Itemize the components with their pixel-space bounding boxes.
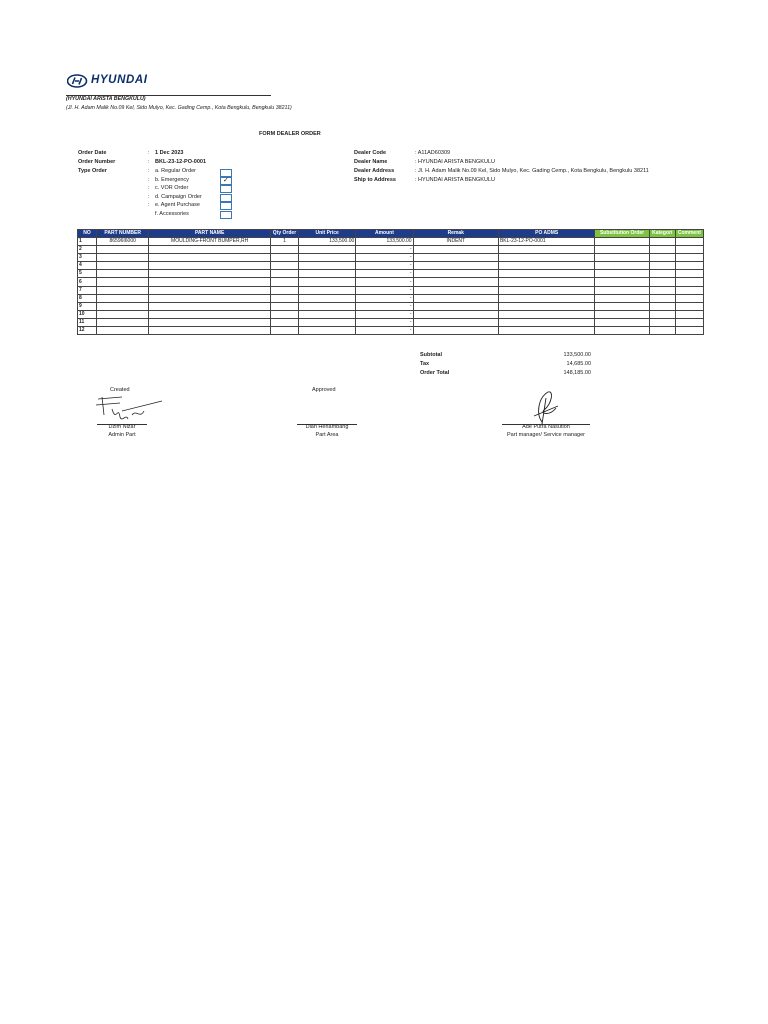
- table-cell: [675, 318, 703, 326]
- table-cell: [149, 262, 271, 270]
- table-cell: [149, 254, 271, 262]
- table-row: [78, 318, 704, 326]
- table-cell: [97, 262, 149, 270]
- table-cell: [149, 278, 271, 286]
- table-cell: -: [356, 318, 413, 326]
- check-mark-icon: ✓: [223, 177, 229, 184]
- table-cell: [498, 327, 594, 335]
- table-cell: -: [356, 270, 413, 278]
- column-header: Kategori: [649, 230, 675, 238]
- table-row: [78, 327, 704, 335]
- table-row: [78, 302, 704, 310]
- table-cell: [595, 310, 649, 318]
- table-cell: -: [356, 262, 413, 270]
- table-cell: [498, 278, 594, 286]
- table-cell: [649, 270, 675, 278]
- table-cell: [595, 254, 649, 262]
- order-type-checkbox[interactable]: [220, 202, 232, 210]
- table-cell: [149, 294, 271, 302]
- table-cell: [498, 262, 594, 270]
- table-cell: [649, 246, 675, 254]
- table-cell: [299, 254, 356, 262]
- table-cell: [498, 246, 594, 254]
- table-cell: [413, 270, 498, 278]
- table-cell: [413, 278, 498, 286]
- table-cell: 1: [78, 238, 97, 246]
- column-header: Comment: [675, 230, 703, 238]
- order-type-checkbox[interactable]: [220, 169, 232, 177]
- table-cell: -: [356, 246, 413, 254]
- type-order-label: Type Order: [78, 168, 107, 174]
- table-cell: [97, 302, 149, 310]
- subtotal-value: 133,500.00: [563, 352, 591, 358]
- table-row: [78, 246, 704, 254]
- table-cell: [675, 278, 703, 286]
- colon: :: [148, 177, 150, 183]
- table-row: [78, 262, 704, 270]
- table-cell: 3: [78, 254, 97, 262]
- column-header: Remak: [413, 230, 498, 238]
- table-cell: INDENT: [413, 238, 498, 246]
- table-cell: -: [356, 254, 413, 262]
- order-number-value: BKL-23-12-PO-0001: [155, 159, 207, 165]
- order-type-label: d. Campaign Order: [155, 194, 202, 200]
- created-name: Dzim Nizar: [108, 424, 136, 430]
- table-cell: [595, 262, 649, 270]
- table-cell: [675, 262, 703, 270]
- table-cell: [498, 270, 594, 278]
- tax-label: Tax: [420, 361, 430, 367]
- table-cell: [675, 327, 703, 335]
- table-cell: [270, 278, 298, 286]
- table-cell: [270, 270, 298, 278]
- table-cell: [149, 310, 271, 318]
- table-cell: [498, 302, 594, 310]
- table-cell: [675, 294, 703, 302]
- colon: :: [148, 168, 150, 174]
- table-cell: -: [356, 310, 413, 318]
- table-cell: [675, 270, 703, 278]
- table-cell: [299, 327, 356, 335]
- order-type-checkbox[interactable]: [220, 211, 232, 219]
- colon: :: [148, 159, 150, 165]
- company-address: (Jl. H. Adam Malik No.09 Kel, Sido Mulyo, Kec. Gading Cemp., Kota Bengkulu, Bengkulu 38211): [66, 105, 292, 111]
- table-cell: [675, 302, 703, 310]
- table-cell: [595, 286, 649, 294]
- order-type-checkbox[interactable]: [220, 177, 232, 185]
- column-header: PART NAME: [149, 230, 271, 238]
- brand-name: HYUNDAI: [91, 74, 148, 86]
- table-cell: 9: [78, 302, 97, 310]
- manager-role: Part manager/ Service manager: [507, 432, 585, 438]
- table-cell: 6: [78, 278, 97, 286]
- column-header: Qty Order: [270, 230, 298, 238]
- dealer-code-value: : A11AD60309: [415, 150, 451, 156]
- order-number-label: Order Number: [78, 159, 116, 165]
- table-cell: [299, 302, 356, 310]
- table-cell: [97, 286, 149, 294]
- table-cell: [149, 270, 271, 278]
- table-cell: [498, 318, 594, 326]
- table-cell: 133,500.00: [299, 238, 356, 246]
- table-cell: [413, 262, 498, 270]
- subtotal-label: Subtotal: [420, 352, 442, 358]
- table-cell: [649, 262, 675, 270]
- table-cell: [97, 278, 149, 286]
- table-row: [78, 238, 704, 246]
- table-cell: 10: [78, 310, 97, 318]
- table-row: [78, 278, 704, 286]
- table-cell: [498, 294, 594, 302]
- table-cell: [270, 327, 298, 335]
- approved-role: Part Area: [315, 432, 339, 438]
- created-label: Created: [110, 387, 130, 393]
- table-cell: [413, 327, 498, 335]
- table-cell: -: [356, 294, 413, 302]
- order-type-label: b. Emergency: [155, 177, 189, 183]
- table-cell: [595, 294, 649, 302]
- order-type-checkbox[interactable]: [220, 185, 232, 193]
- table-cell: 7: [78, 286, 97, 294]
- column-header: NO: [78, 230, 97, 238]
- table-cell: -: [356, 286, 413, 294]
- table-cell: 8: [78, 294, 97, 302]
- dealer-address-value: : Jl. H. Adam Malik No.09 Kel, Sido Mulyo, Kec. Gading Cemp., Kota Bengkulu, Bengkulu 38211: [415, 168, 649, 174]
- table-cell: [649, 302, 675, 310]
- table-cell: [649, 278, 675, 286]
- table-cell: [595, 246, 649, 254]
- table-cell: [675, 254, 703, 262]
- table-cell: [649, 238, 675, 246]
- approved-name: Dian Herlambang: [305, 424, 349, 430]
- order-type-label: c. VOR Order: [155, 185, 189, 191]
- table-cell: [270, 302, 298, 310]
- table-cell: [299, 278, 356, 286]
- table-cell: [299, 318, 356, 326]
- order-type-checkbox[interactable]: [220, 194, 232, 202]
- table-cell: [675, 238, 703, 246]
- table-cell: -: [356, 302, 413, 310]
- table-cell: [149, 246, 271, 254]
- column-header: Substitution Order: [595, 230, 649, 238]
- table-cell: [413, 310, 498, 318]
- table-cell: [97, 310, 149, 318]
- tax-value: 14,685.00: [566, 361, 591, 367]
- order-date-label: Order Date: [78, 150, 107, 156]
- table-cell: [649, 318, 675, 326]
- table-cell: 12: [78, 327, 97, 335]
- table-cell: [270, 318, 298, 326]
- table-cell: [299, 262, 356, 270]
- column-header: PO ADMS: [498, 230, 594, 238]
- table-cell: [270, 294, 298, 302]
- manager-name: Ade Putra Nasution: [522, 424, 570, 430]
- order-type-label: e. Agent Purchase: [155, 202, 200, 208]
- table-cell: 133,500.00: [356, 238, 413, 246]
- table-cell: 4: [78, 262, 97, 270]
- ship-to-label: Ship to Address: [354, 177, 396, 183]
- dealer-name-value: : HYUNDAI ARISTA BENGKULU: [415, 159, 495, 165]
- table-cell: MOULDING-FRONT BUMPER,RH: [149, 238, 271, 246]
- table-cell: [649, 294, 675, 302]
- table-cell: [299, 310, 356, 318]
- table-cell: [97, 318, 149, 326]
- table-cell: [97, 294, 149, 302]
- table-cell: [595, 327, 649, 335]
- table-cell: -: [356, 278, 413, 286]
- table-cell: [270, 254, 298, 262]
- table-cell: [675, 246, 703, 254]
- colon: :: [148, 202, 150, 208]
- table-cell: [413, 254, 498, 262]
- table-cell: 1: [270, 238, 298, 246]
- table-cell: [649, 327, 675, 335]
- order-total-label: Order Total: [420, 370, 450, 376]
- table-cell: [97, 246, 149, 254]
- table-cell: [595, 238, 649, 246]
- table-cell: [649, 310, 675, 318]
- order-date-value: 1 Dec 2023: [155, 150, 184, 156]
- table-cell: [413, 286, 498, 294]
- table-cell: [97, 270, 149, 278]
- table-row: [78, 286, 704, 294]
- table-cell: [97, 327, 149, 335]
- table-cell: [649, 254, 675, 262]
- table-cell: [595, 302, 649, 310]
- table-cell: [498, 310, 594, 318]
- order-type-label: f. Accessories: [155, 211, 189, 217]
- column-header: PART NUMBER: [97, 230, 149, 238]
- table-cell: [299, 270, 356, 278]
- dealer-code-label: Dealer Code: [354, 150, 387, 156]
- company-name: (HYUNDAI ARISTA BENGKULU): [66, 96, 146, 102]
- table-cell: 86596I6000: [97, 238, 149, 246]
- table-cell: 11: [78, 318, 97, 326]
- table-cell: [270, 286, 298, 294]
- column-header: Amount: [356, 230, 413, 238]
- page-title: FORM DEALER ORDER: [259, 131, 321, 137]
- signature-manager-icon: [530, 388, 562, 426]
- ship-to-value: : HYUNDAI ARISTA BENGKULU: [415, 177, 495, 183]
- table-cell: [595, 278, 649, 286]
- table-cell: [413, 294, 498, 302]
- table-cell: [97, 254, 149, 262]
- table-cell: [675, 310, 703, 318]
- table-cell: [270, 262, 298, 270]
- colon: :: [148, 194, 150, 200]
- created-role: Admin Part: [108, 432, 136, 438]
- dealer-name-label: Dealer Name: [354, 159, 388, 165]
- table-cell: [595, 270, 649, 278]
- table-cell: [498, 286, 594, 294]
- table-cell: BKL-23-12-PO-0001: [498, 238, 594, 246]
- table-cell: [498, 254, 594, 262]
- table-cell: [413, 302, 498, 310]
- table-cell: [299, 294, 356, 302]
- order-table: [77, 229, 704, 335]
- table-cell: [270, 310, 298, 318]
- table-cell: [149, 286, 271, 294]
- table-cell: [149, 327, 271, 335]
- table-cell: [413, 318, 498, 326]
- table-cell: [675, 286, 703, 294]
- table-cell: [270, 246, 298, 254]
- signature-created-icon: [92, 393, 167, 427]
- table-row: [78, 254, 704, 262]
- table-cell: -: [356, 327, 413, 335]
- order-type-label: a. Regular Order: [155, 168, 196, 174]
- table-cell: [149, 302, 271, 310]
- table-row: [78, 310, 704, 318]
- colon: :: [148, 185, 150, 191]
- approved-label: Approved: [312, 387, 336, 393]
- table-cell: 2: [78, 246, 97, 254]
- colon: :: [148, 150, 150, 156]
- table-cell: [299, 286, 356, 294]
- table-cell: 5: [78, 270, 97, 278]
- table-cell: [413, 246, 498, 254]
- table-row: [78, 270, 704, 278]
- column-header: Unit Price: [299, 230, 356, 238]
- table-cell: [595, 318, 649, 326]
- table-row: [78, 294, 704, 302]
- table-cell: [299, 246, 356, 254]
- order-total-value: 148,185.00: [563, 370, 591, 376]
- table-cell: [149, 318, 271, 326]
- table-cell: [649, 286, 675, 294]
- dealer-address-label: Dealer Address: [354, 168, 395, 174]
